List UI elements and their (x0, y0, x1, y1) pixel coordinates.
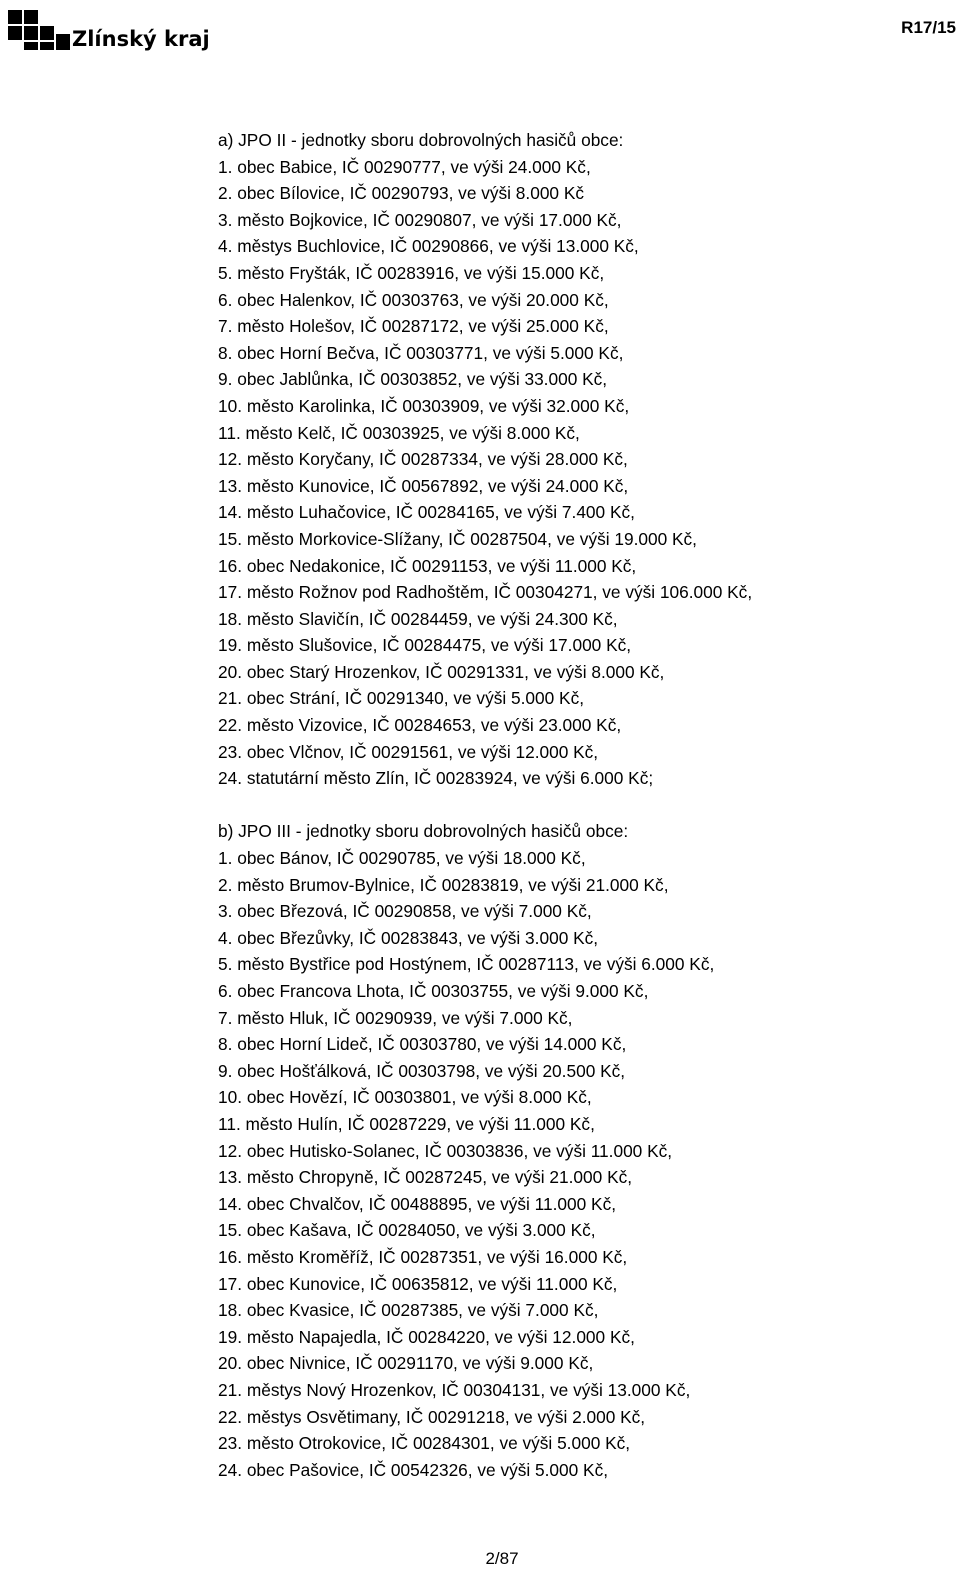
list-item: 4. městys Buchlovice, IČ 00290866, ve výši 13.000 Kč, (218, 236, 639, 257)
section-a-list (218, 154, 752, 792)
list-item: 2. město Brumov-Bylnice, IČ 00283819, ve výši 21.000 Kč, (218, 874, 669, 895)
list-item: 2. obec Bílovice, IČ 00290793, ve výši 8.000 Kč (218, 183, 585, 204)
zlinsky-kraj-logo-icon (8, 10, 70, 50)
list-item: 11. město Kelč, IČ 00303925, ve výši 8.000 Kč, (218, 422, 580, 443)
section-spacer (218, 792, 752, 819)
list-item: 1. obec Babice, IČ 00290777, ve výši 24.000 Kč, (218, 156, 591, 177)
section-a (218, 127, 752, 792)
list-item: 14. město Luhačovice, IČ 00284165, ve výši 7.400 Kč, (218, 502, 635, 523)
list-item: 9. obec Hošťálková, IČ 00303798, ve výši 20.500 Kč, (218, 1060, 626, 1081)
list-item: 15. město Morkovice-Slížany, IČ 00287504, ve výši 19.000 Kč, (218, 528, 697, 549)
section-b-heading: b) JPO III - jednotky sboru dobrovolných hasičů obce: (218, 821, 629, 842)
list-item: 19. město Napajedla, IČ 00284220, ve výši 12.000 Kč, (218, 1326, 635, 1347)
list-item: 9. obec Jablůnka, IČ 00303852, ve výši 33.000 Kč, (218, 369, 608, 390)
list-item: 13. město Kunovice, IČ 00567892, ve výši 24.000 Kč, (218, 475, 629, 496)
list-item: 17. obec Kunovice, IČ 00635812, ve výši 11.000 Kč, (218, 1273, 618, 1294)
section-b (218, 818, 752, 1483)
list-item: 24. obec Pašovice, IČ 00542326, ve výši 5.000 Kč, (218, 1459, 609, 1480)
section-a-heading: a) JPO II - jednotky sboru dobrovolných hasičů obce: (218, 130, 624, 150)
list-item: 20. obec Nivnice, IČ 00291170, ve výši 9.000 Kč, (218, 1353, 594, 1374)
list-item: 23. obec Vlčnov, IČ 00291561, ve výši 12.000 Kč, (218, 741, 599, 762)
logo-text: Zlínský kraj (72, 27, 210, 51)
section-b-list (218, 845, 752, 1483)
document-code: R17/15 (901, 18, 956, 37)
list-item: 24. statutární město Zlín, IČ 00283924, ve výši 6.000 Kč; (218, 768, 654, 789)
list-item: 16. obec Nedakonice, IČ 00291153, ve výši 11.000 Kč, (218, 555, 637, 576)
list-item: 12. město Koryčany, IČ 00287334, ve výši 28.000 Kč, (218, 449, 628, 470)
list-item: 1. obec Bánov, IČ 00290785, ve výši 18.000 Kč, (218, 848, 586, 869)
list-item: 3. obec Březová, IČ 00290858, ve výši 7.000 Kč, (218, 901, 592, 922)
list-item: 21. obec Strání, IČ 00291340, ve výši 5.000 Kč, (218, 688, 585, 709)
list-item: 4. obec Březůvky, IČ 00283843, ve výši 3.000 Kč, (218, 927, 599, 948)
list-item: 7. město Hluk, IČ 00290939, ve výši 7.000 Kč, (218, 1007, 573, 1028)
list-item: 17. město Rožnov pod Radhoštěm, IČ 00304271, ve výši 106.000 Kč, (218, 582, 753, 603)
list-item: 22. městys Osvětimany, IČ 00291218, ve výši 2.000 Kč, (218, 1406, 646, 1427)
list-item: 14. obec Chvalčov, IČ 00488895, ve výši 11.000 Kč, (218, 1193, 617, 1214)
document-body (218, 127, 752, 1483)
list-item: 20. obec Starý Hrozenkov, IČ 00291331, ve výši 8.000 Kč, (218, 661, 665, 682)
list-item: 6. obec Francova Lhota, IČ 00303755, ve výši 9.000 Kč, (218, 981, 649, 1001)
list-item: 13. město Chropyně, IČ 00287245, ve výši 21.000 Kč, (218, 1167, 633, 1188)
zlinsky-kraj-logo (8, 10, 210, 50)
list-item: 18. město Slavičín, IČ 00284459, ve výši 24.300 Kč, (218, 608, 618, 629)
list-item: 22. město Vizovice, IČ 00284653, ve výši 23.000 Kč, (218, 715, 622, 736)
page-number: 2/87 (485, 1549, 519, 1568)
list-item: 23. město Otrokovice, IČ 00284301, ve výši 5.000 Kč, (218, 1433, 631, 1454)
page-header (0, 0, 960, 60)
list-item: 16. město Kroměříž, IČ 00287351, ve výši 16.000 Kč, (218, 1246, 628, 1267)
list-item: 8. obec Horní Lideč, IČ 00303780, ve výši 14.000 Kč, (218, 1034, 627, 1055)
list-item: 5. město Fryšták, IČ 00283916, ve výši 15.000 Kč, (218, 262, 605, 283)
list-item: 10. město Karolinka, IČ 00303909, ve výši 32.000 Kč, (218, 395, 630, 416)
list-item: 12. obec Hutisko-Solanec, IČ 00303836, ve výši 11.000 Kč, (218, 1140, 673, 1161)
list-item: 19. město Slušovice, IČ 00284475, ve výši 17.000 Kč, (218, 635, 632, 656)
list-item: 10. obec Hovězí, IČ 00303801, ve výši 8.000 Kč, (218, 1087, 592, 1108)
list-item: 21. městys Nový Hrozenkov, IČ 00304131, ve výši 13.000 Kč, (218, 1379, 691, 1400)
list-item: 11. město Hulín, IČ 00287229, ve výši 11.000 Kč, (218, 1113, 595, 1134)
list-item: 8. obec Horní Bečva, IČ 00303771, ve výši 5.000 Kč, (218, 342, 624, 363)
list-item: 6. obec Halenkov, IČ 00303763, ve výši 20.000 Kč, (218, 289, 609, 310)
list-item: 15. obec Kašava, IČ 00284050, ve výši 3.000 Kč, (218, 1220, 596, 1241)
list-item: 7. město Holešov, IČ 00287172, ve výši 25.000 Kč, (218, 316, 609, 337)
list-item: 5. město Bystřice pod Hostýnem, IČ 00287113, ve výši 6.000 Kč, (218, 954, 715, 975)
list-item: 3. město Bojkovice, IČ 00290807, ve výši 17.000 Kč, (218, 209, 622, 230)
list-item: 18. obec Kvasice, IČ 00287385, ve výši 7.000 Kč, (218, 1300, 599, 1321)
